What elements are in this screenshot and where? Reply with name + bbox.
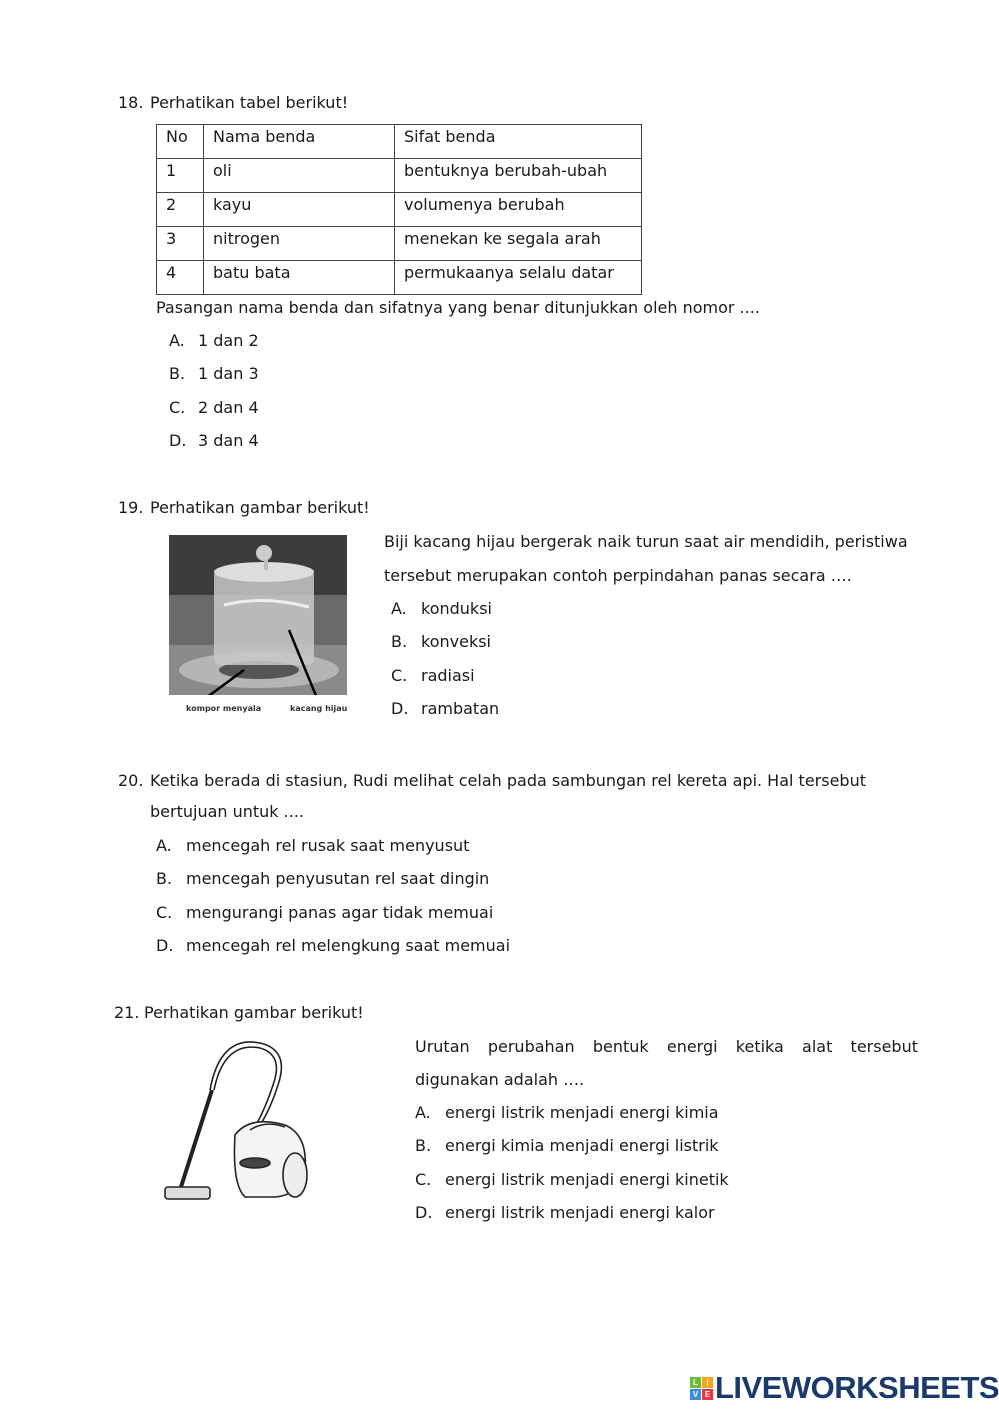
option-text[interactable]: 2 dan 4 xyxy=(198,398,259,417)
table-header-row xyxy=(157,125,642,159)
option-letter: D. xyxy=(391,699,409,718)
option-text[interactable]: energi listrik menjadi energi kalor xyxy=(445,1203,715,1222)
table-cell: kayu xyxy=(204,193,395,227)
option-text[interactable]: 3 dan 4 xyxy=(198,431,259,450)
option-letter: A. xyxy=(391,599,407,618)
option-letter: C. xyxy=(156,903,173,922)
table-header: No xyxy=(157,125,204,159)
q18-table xyxy=(156,124,642,295)
table-row xyxy=(157,261,642,295)
q19-prompt: Perhatikan gambar berikut! xyxy=(150,498,370,517)
table-cell: 1 xyxy=(157,159,204,193)
vacuum-cleaner-image xyxy=(160,1035,315,1210)
q21-question-line: Urutan perubahan bentuk energi ketika alat tersebut xyxy=(415,1037,918,1056)
option-letter: C. xyxy=(169,398,186,417)
q21-question-line: digunakan adalah …. xyxy=(415,1070,585,1089)
option-text[interactable]: energi listrik menjadi energi kinetik xyxy=(445,1170,729,1189)
q20-question-line: bertujuan untuk .... xyxy=(150,802,304,821)
option-letter: C. xyxy=(415,1170,432,1189)
table-row xyxy=(157,227,642,261)
logo-block: V xyxy=(690,1389,701,1400)
option-letter: B. xyxy=(169,364,186,383)
table-cell: bentuknya berubah-ubah xyxy=(395,159,642,193)
logo-block: L xyxy=(690,1377,701,1388)
table-cell: permukaanya selalu datar xyxy=(395,261,642,295)
option-letter: B. xyxy=(156,869,173,888)
table-cell: 2 xyxy=(157,193,204,227)
option-text[interactable]: energi kimia menjadi energi listrik xyxy=(445,1136,719,1155)
table-cell: volumenya berubah xyxy=(395,193,642,227)
option-letter: C. xyxy=(391,666,408,685)
liveworksheets-logo xyxy=(690,1370,999,1405)
option-text[interactable]: mengurangi panas agar tidak memuai xyxy=(186,903,494,922)
option-text[interactable]: radiasi xyxy=(421,666,475,685)
table-cell: oli xyxy=(204,159,395,193)
q19-question-line: Biji kacang hijau bergerak naik turun saat air mendidih, peristiwa xyxy=(384,532,908,551)
option-text[interactable]: konduksi xyxy=(421,599,492,618)
option-text[interactable]: mencegah penyusutan rel saat dingin xyxy=(186,869,490,888)
table-cell: nitrogen xyxy=(204,227,395,261)
option-letter: D. xyxy=(415,1203,433,1222)
table-row xyxy=(157,193,642,227)
image-label-stove: kompor menyala xyxy=(186,704,262,713)
table-cell: batu bata xyxy=(204,261,395,295)
option-letter: A. xyxy=(415,1103,431,1122)
q18-question: Pasangan nama benda dan sifatnya yang benar ditunjukkan oleh nomor .... xyxy=(156,298,760,317)
option-text[interactable]: 1 dan 3 xyxy=(198,364,259,383)
table-header: Sifat benda xyxy=(395,125,642,159)
q18-prompt: Perhatikan tabel berikut! xyxy=(150,93,349,112)
q21-number: 21. xyxy=(114,1003,140,1022)
q19-question-line: tersebut merupakan contoh perpindahan panas secara …. xyxy=(384,566,852,585)
q18-number: 18. xyxy=(118,93,144,112)
q20-number: 20. xyxy=(118,771,144,790)
logo-text: LIVEWORKSHEETS xyxy=(715,1370,999,1405)
boiling-pot-image xyxy=(169,535,347,695)
table-row xyxy=(157,159,642,193)
option-letter: D. xyxy=(169,431,187,450)
option-text[interactable]: rambatan xyxy=(421,699,500,718)
option-text[interactable]: mencegah rel rusak saat menyusut xyxy=(186,836,470,855)
q19-number: 19. xyxy=(118,498,144,517)
option-letter: A. xyxy=(156,836,172,855)
table-header: Nama benda xyxy=(204,125,395,159)
table-cell: 3 xyxy=(157,227,204,261)
option-letter: B. xyxy=(391,632,408,651)
live-blocks-icon xyxy=(690,1377,713,1400)
option-text[interactable]: 1 dan 2 xyxy=(198,331,259,350)
option-letter: B. xyxy=(415,1136,432,1155)
logo-block: E xyxy=(702,1389,713,1400)
q20-question-line: Ketika berada di stasiun, Rudi melihat celah pada sambungan rel kereta api. Hal tersebut xyxy=(150,771,866,790)
image-label-beans: kacang hijau xyxy=(290,704,348,713)
option-letter: D. xyxy=(156,936,174,955)
table-cell: menekan ke segala arah xyxy=(395,227,642,261)
option-text[interactable]: mencegah rel melengkung saat memuai xyxy=(186,936,511,955)
option-text[interactable]: konveksi xyxy=(421,632,491,651)
logo-block: I xyxy=(702,1377,713,1388)
table-cell: 4 xyxy=(157,261,204,295)
q21-prompt: Perhatikan gambar berikut! xyxy=(144,1003,364,1022)
option-letter: A. xyxy=(169,331,185,350)
option-text[interactable]: energi listrik menjadi energi kimia xyxy=(445,1103,719,1122)
